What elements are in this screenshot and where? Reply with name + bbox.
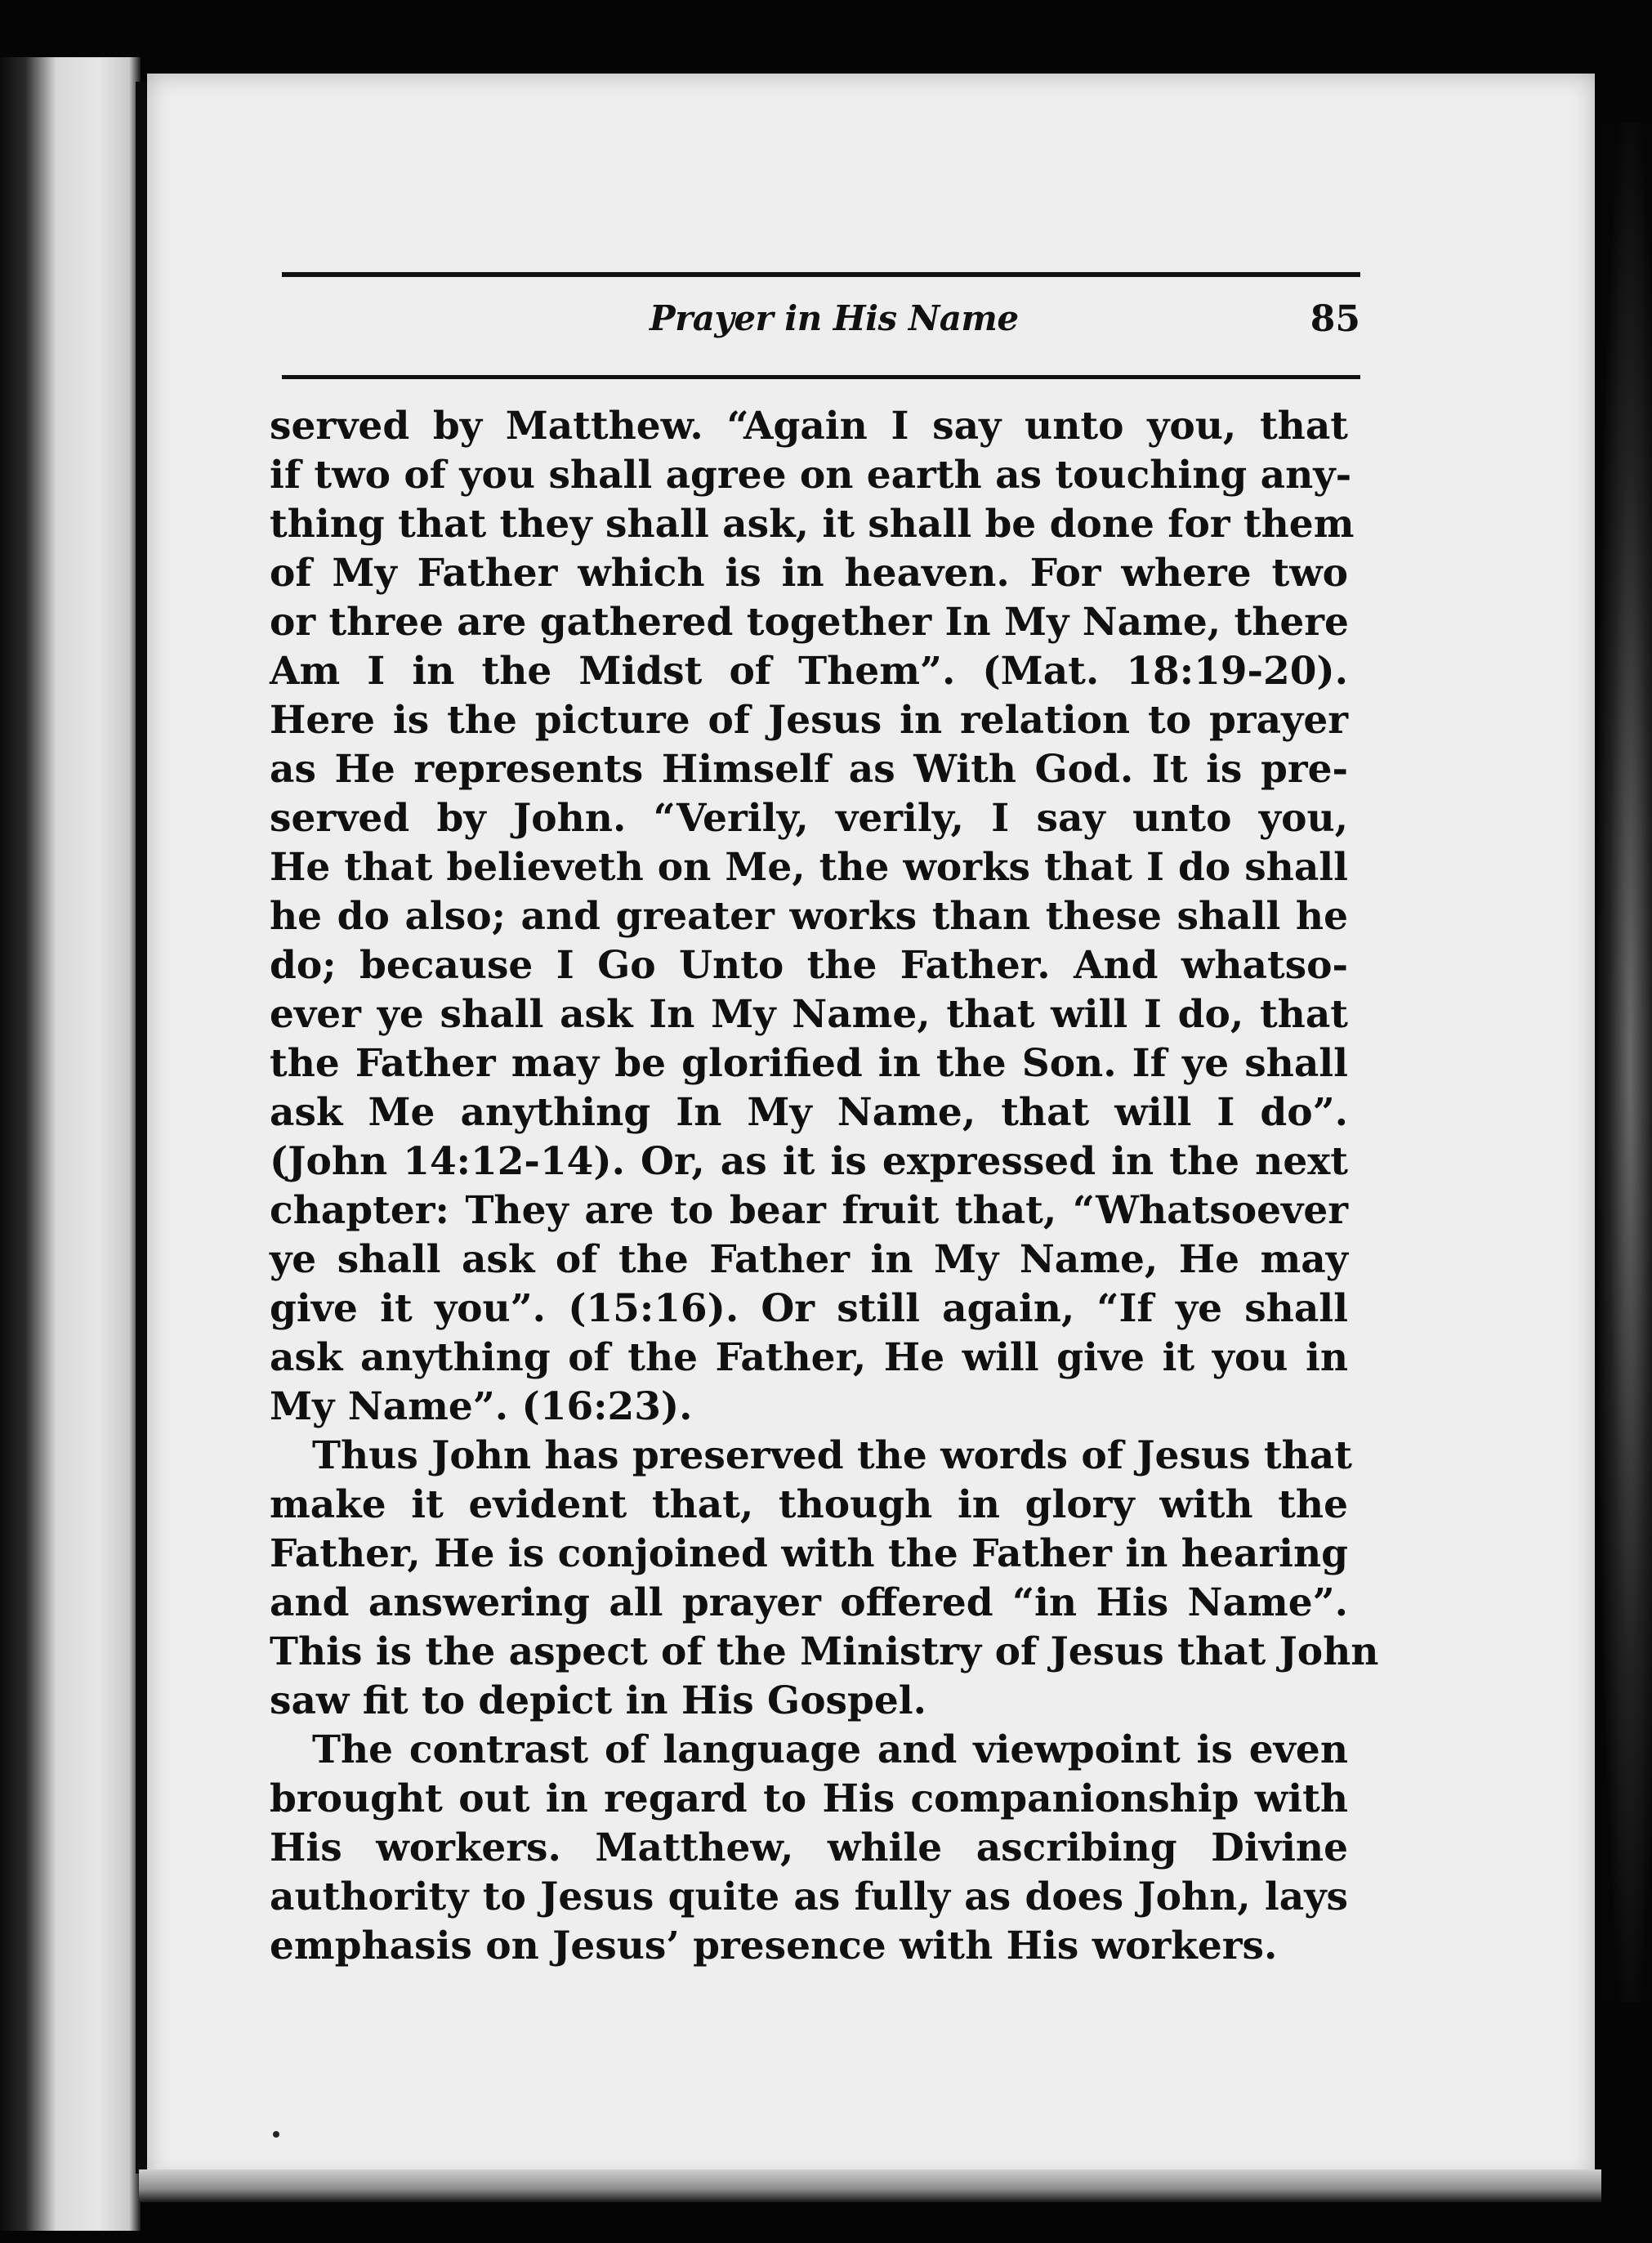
text-line: brought out in regard to His companionship with [270, 1776, 1348, 1821]
text-line: thing that they shall ask, it shall be done for them [270, 502, 1355, 547]
text-line: (John 14:12-14). Or, as it is expressed in the next [270, 1139, 1348, 1184]
text-line: he do also; and greater works than these shall he [270, 894, 1348, 939]
paragraph [270, 1432, 1379, 1726]
text-line: His workers. Matthew, while ascribing Divine [270, 1825, 1348, 1870]
text-line: served by Matthew. “Again I say unto you, that [270, 404, 1348, 449]
running-title: Prayer in His Name [650, 298, 1019, 338]
paragraph [270, 402, 1355, 1432]
text-line: or three are gathered together In My Name, there [270, 600, 1349, 645]
text-line: ask anything of the Father, He will give it you in [270, 1335, 1348, 1380]
text-line: ever ye shall ask In My Name, that will I do, that [270, 992, 1348, 1037]
text-line: He that believeth on Me, the works that I do shall [270, 845, 1348, 890]
page-number: 85 [1310, 298, 1360, 340]
text-line: as He represents Himself as With God. It is pre- [270, 747, 1348, 792]
facing-page-edge [0, 57, 141, 2231]
text-line: Father, He is conjoined with the Father in hearing [270, 1531, 1348, 1576]
header-rule-bottom [282, 375, 1360, 379]
paragraph [270, 1726, 1348, 1971]
header-rule-top [282, 272, 1360, 277]
text-line: make it evident that, though in glory with the [270, 1482, 1348, 1527]
text-line: served by John. “Verily, verily, I say unto you, [270, 796, 1348, 841]
text-line: do; because I Go Unto the Father. And whatso- [270, 943, 1348, 988]
page-bottom-edge [139, 2169, 1601, 2202]
book-spine [136, 82, 147, 2174]
text-line: and answering all prayer offered “in His Name”. [270, 1580, 1348, 1625]
text-line: of My Father which is in heaven. For where two [270, 551, 1348, 596]
text-line: emphasis on Jesus’ presence with His workers. [270, 1924, 1278, 1968]
text-line: My Name”. (16:23). [270, 1384, 693, 1429]
text-line: Here is the picture of Jesus in relation to prayer [270, 698, 1348, 743]
text-line: chapter: They are to bear fruit that, “Whatsoever [270, 1188, 1348, 1233]
text-line: if two of you shall agree on earth as touching any- [270, 453, 1352, 498]
text-line: ye shall ask of the Father in My Name, He may [270, 1237, 1348, 1282]
running-head [282, 298, 1360, 355]
text-line: The contrast of language and viewpoint is even [312, 1727, 1348, 1772]
text-line: Thus John has preserved the words of Jesus that [312, 1433, 1352, 1478]
text-line: saw fit to depict in His Gospel. [270, 1678, 926, 1723]
text-line: give it you”. (15:16). Or still again, “If ye shall [270, 1286, 1348, 1331]
page-stack-edge [1597, 123, 1652, 2002]
margin-speck [273, 2131, 279, 2138]
text-line: the Father may be glorified in the Son. If ye shall [270, 1041, 1348, 1086]
text-line: This is the aspect of the Ministry of Jesus that John [270, 1629, 1379, 1674]
text-line: Am I in the Midst of Them”. (Mat. 18:19-20). [270, 649, 1348, 694]
text-line: authority to Jesus quite as fully as does John, lays [270, 1874, 1348, 1919]
text-line: ask Me anything In My Name, that will I do”. [270, 1090, 1348, 1135]
body-text [270, 402, 1379, 1971]
